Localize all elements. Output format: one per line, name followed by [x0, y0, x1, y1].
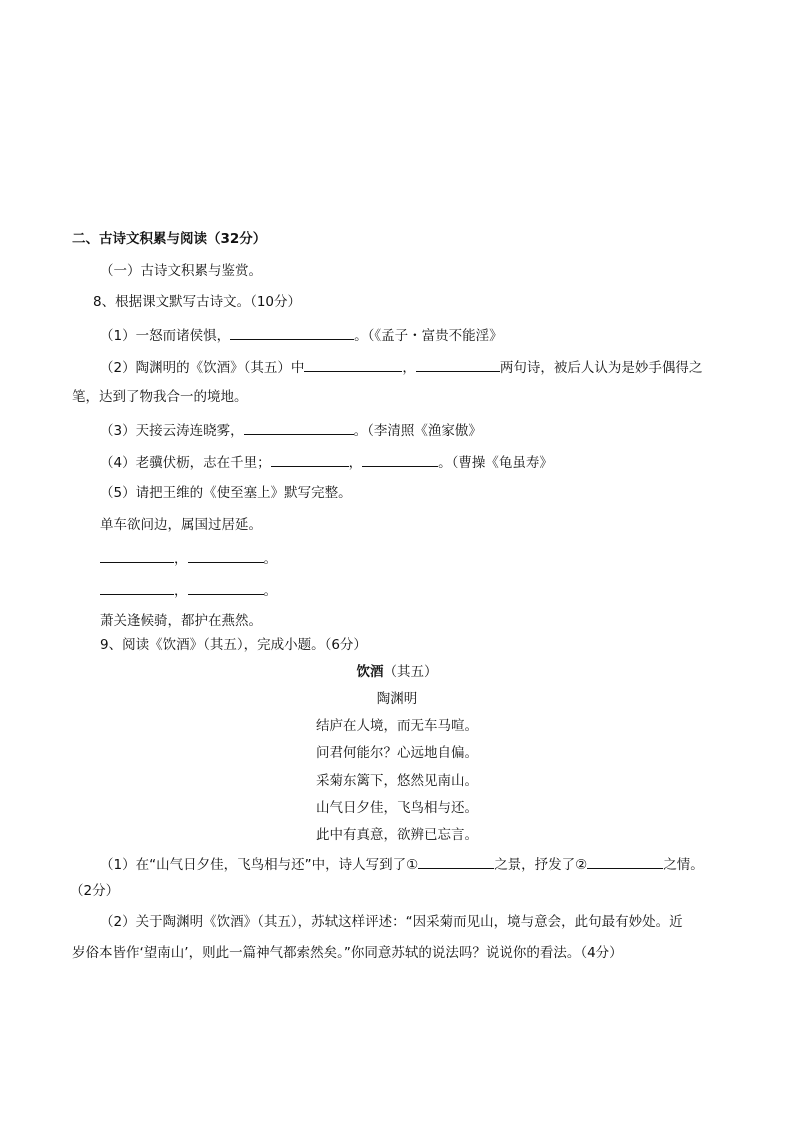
poem-author: 陶渊明 — [376, 691, 418, 707]
question-9-sub-1-score: （2分） — [70, 883, 120, 899]
answer-blank[interactable] — [587, 854, 663, 869]
poem-blank-line-3: ， 。 — [0, 580, 794, 600]
answer-blank[interactable] — [271, 452, 349, 467]
answer-blank[interactable] — [418, 854, 494, 869]
poem-verse-4: 山气日夕佳，飞鸟相与还。 — [316, 800, 478, 816]
answer-blank[interactable] — [100, 548, 174, 563]
answer-blank[interactable] — [304, 357, 402, 372]
poem-line-4: 萧关逢候骑，都护在燕然。 — [100, 613, 262, 629]
poem-verse-2: 问君何能尔？心远地自偏。 — [316, 745, 478, 761]
question-9-sub-1: （1）在“山气日夕佳，飞鸟相与还”中，诗人写到了① 之景，抒发了② 之情。 — [0, 854, 794, 874]
question-8-item-5: （5）请把王维的《使至塞上》默写完整。 — [100, 485, 352, 501]
poem-line-1: 单车欲问边，属国过居延。 — [100, 517, 262, 533]
question-8-item-3: （3）天接云涛连晓雾， 。（李清照《渔家傲》 — [0, 420, 794, 440]
answer-blank[interactable] — [100, 580, 174, 595]
question-8-item-2-cont: 笔，达到了物我合一的境地。 — [72, 389, 248, 405]
answer-blank[interactable] — [362, 452, 438, 467]
poem-verse-1: 结庐在人境，而无车马喧。 — [316, 718, 478, 734]
question-9-sub-2-cont: 岁俗本皆作‘望南山’，则此一篇神气都索然矣。”你同意苏轼的说法吗？说说你的看法。（4分） — [72, 945, 623, 961]
subsection-title: （一）古诗文积累与鉴赏。 — [100, 263, 262, 279]
question-9-sub-2: （2）关于陶渊明《饮酒》（其五），苏轼这样评述：“因采菊而见山，境与意会，此句最有妙处。近 — [100, 914, 683, 930]
answer-blank[interactable] — [230, 325, 354, 340]
answer-blank[interactable] — [188, 580, 264, 595]
poem-title: 饮酒（其五） — [356, 664, 438, 680]
poem-verse-3: 采菊东篱下，悠然见南山。 — [316, 773, 478, 789]
section-title: 二、古诗文积累与阅读（32分） — [72, 231, 267, 247]
answer-blank[interactable] — [188, 548, 264, 563]
poem-blank-line-2: ， 。 — [0, 548, 794, 568]
poem-verse-5: 此中有真意，欲辨已忘言。 — [316, 827, 478, 843]
question-8-stem: 8、根据课文默写古诗文。（10分） — [93, 294, 302, 310]
answer-blank[interactable] — [244, 420, 354, 435]
question-8-item-2: （2）陶渊明的《饮酒》（其五）中 ， 两句诗，被后人认为是妙手偶得之 — [0, 357, 794, 377]
question-9-stem: 9、阅读《饮酒》（其五），完成小题。（6分） — [100, 637, 367, 653]
question-8-item-4: （4）老骥伏枥，志在千里； ， 。（曹操《龟虽寿》 — [0, 452, 794, 472]
answer-blank[interactable] — [416, 357, 500, 372]
question-8-item-1: （1）一怒而诸侯惧， 。（《孟子・富贵不能淫》 — [0, 325, 794, 345]
